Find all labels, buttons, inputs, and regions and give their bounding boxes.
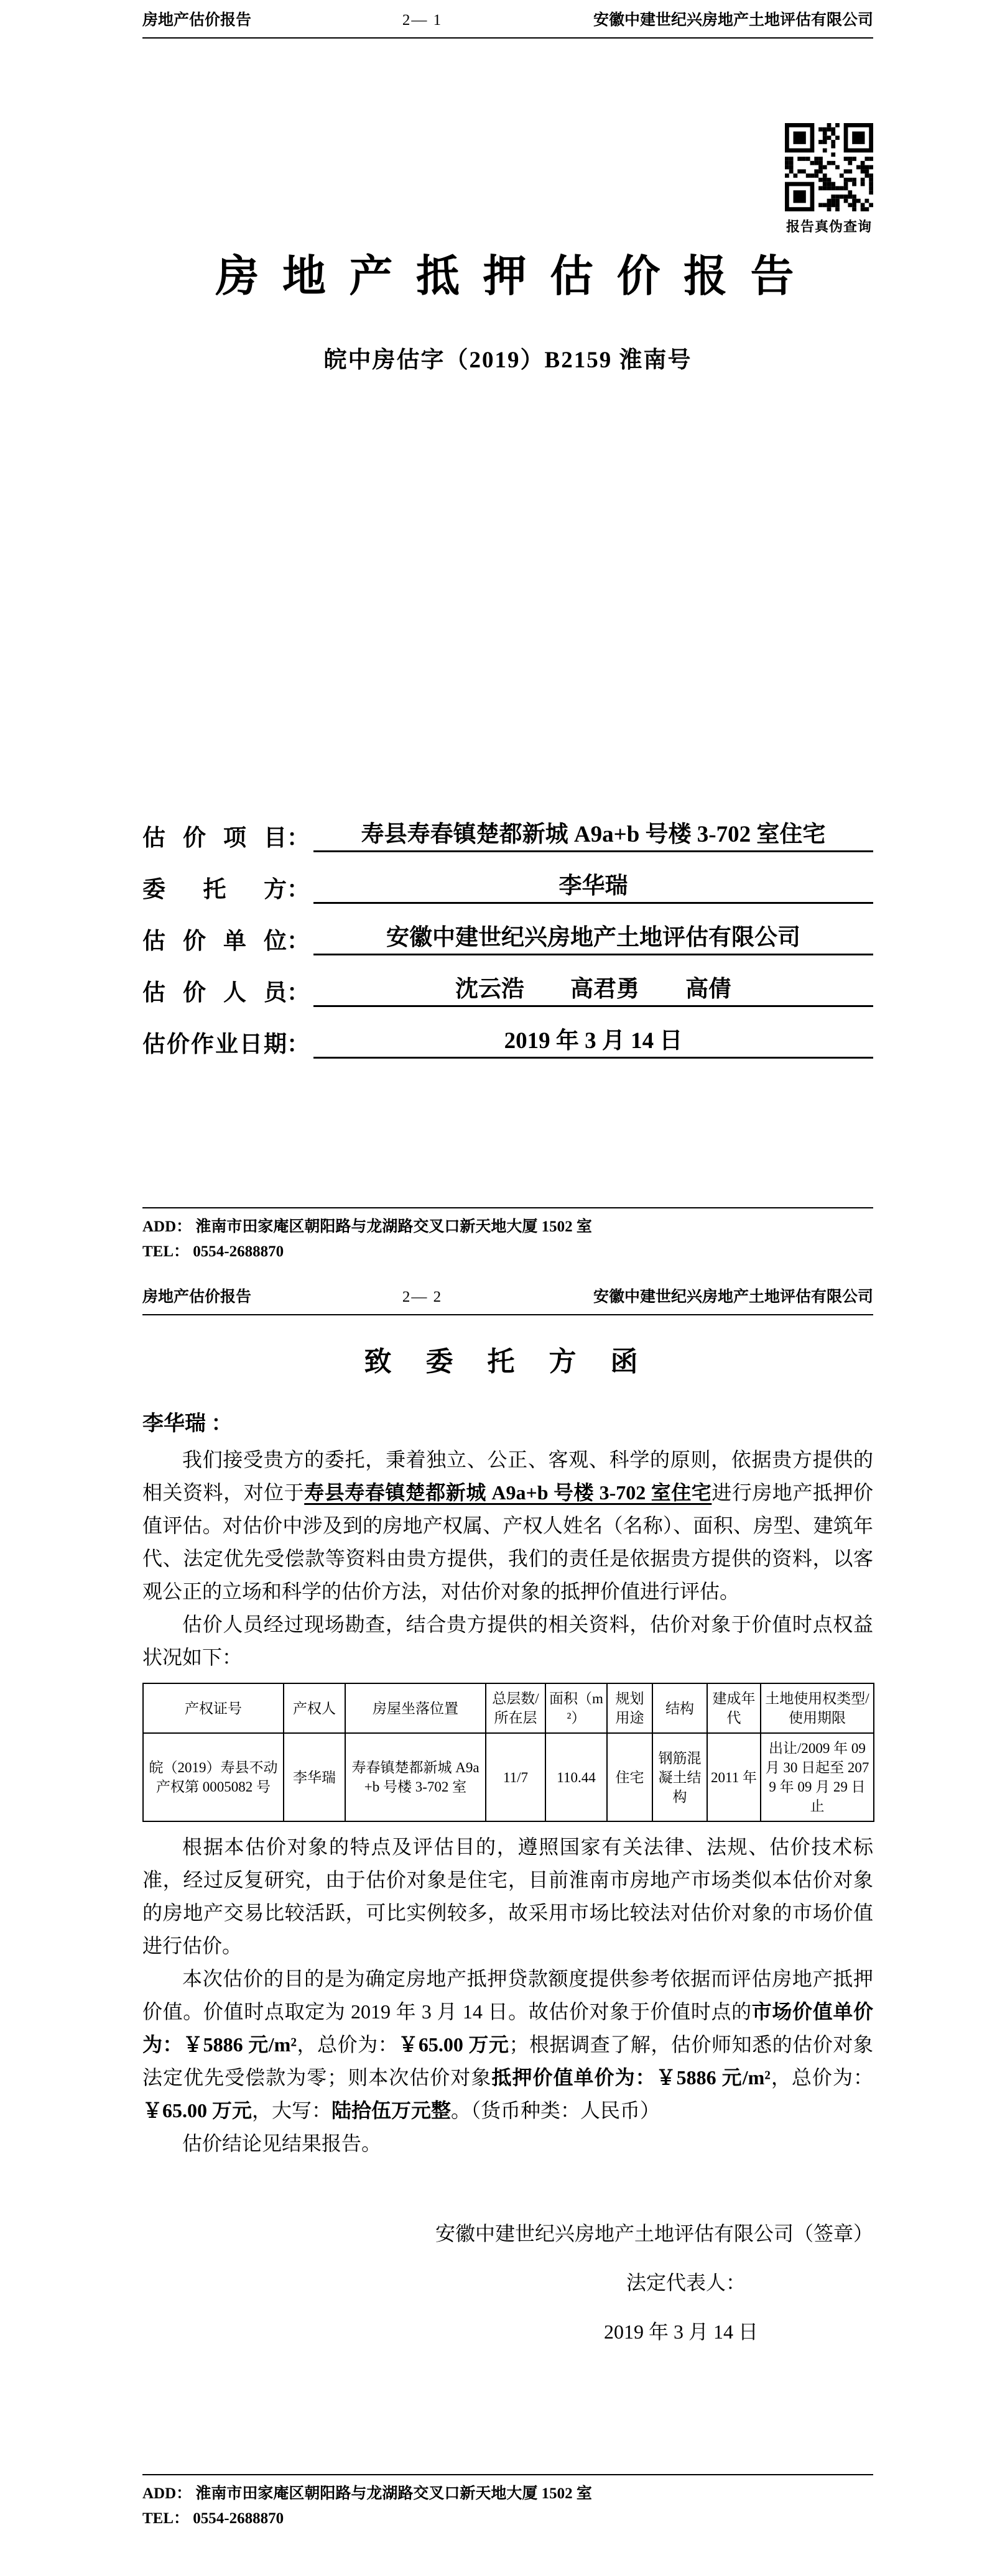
col-area: 面积（m²） (545, 1683, 607, 1733)
letter-title: 致 委 托 方 函 (364, 1346, 652, 1377)
page1-footer (142, 1207, 873, 1264)
paragraph-text: 我们接受贵方的委托，秉着独立、公正、客观、科学的原则，依据贵方提供的相关资料，对位于 (142, 1448, 873, 1504)
header-company-name: 安徽中建世纪兴房地产土地评估有限公司 (593, 12, 873, 29)
amount-in-words: 陆拾伍万元整 (331, 2099, 452, 2122)
paragraph-text: ，总价为： (770, 2066, 873, 2089)
field-row-project (142, 801, 873, 852)
field-row-client (142, 852, 873, 904)
field-row-agency (142, 904, 873, 955)
paragraph-text: 进行房地产抵押价值评估。对估价中涉及到的房地产权属、产权人姓名（名称）、面积、房型、建筑年代、法定优先受偿款等资料由贵方提供，我们的责任是依据贵方提供的资料，以客观公正的立场和科学的估价方法，对估价对象的抵押价值进行评估。 (142, 1481, 873, 1603)
page2-header (142, 1288, 873, 1315)
col-year-built: 建成年代 (707, 1683, 761, 1733)
letter-salutation: 李华瑞 ： (142, 1412, 233, 1435)
cell-area: 110.44 (545, 1733, 607, 1821)
col-cert-number: 产权证号 (143, 1683, 284, 1733)
field-value-appraisers: 沈云浩 高君勇 高倩 (313, 970, 873, 1007)
header-page-number: 2— 2 (402, 1289, 443, 1305)
field-colon: ： (287, 929, 310, 954)
table-header-row (143, 1683, 874, 1733)
col-planned-use: 规划用途 (607, 1683, 652, 1733)
footer-tel: TEL： 0554-2688870 (142, 1243, 284, 1260)
property-rights-table (142, 1683, 874, 1822)
cell-cert-number: 皖（2019）寿县不动产权第 0005082 号 (143, 1733, 284, 1821)
paragraph-text: ，大写： (252, 2099, 332, 2122)
field-colon: ： (287, 877, 310, 903)
header-doc-type: 房地产估价报告 (142, 12, 252, 29)
field-colon: ： (287, 1032, 310, 1057)
field-row-date (142, 1007, 873, 1059)
letter-paragraph-5: 估价结论见结果报告。 (182, 2132, 382, 2155)
report-doc-number: 皖中房估字（2019）B2159 淮南号 (323, 347, 692, 373)
letter-paragraph-2: 估价人员经过现场勘查，结合贵方提供的相关资料，估价对象于价值时点权益状况如下： (142, 1613, 873, 1668)
signature-company: 安徽中建世纪兴房地产土地评估有限公司（签章） (435, 2222, 873, 2245)
header-page-number: 2— 1 (402, 12, 443, 29)
cell-land-use-right: 出让/2009 年 09 月 30 日起至 2079 年 09 月 29 日止 (761, 1733, 874, 1821)
market-total-price: ￥65.00 万元 (398, 2033, 509, 2056)
field-label: 估价作业日期 (142, 1032, 287, 1057)
letter-paragraph-4 (142, 1962, 873, 2127)
footer-address: ADD： 淮南市田家庵区朝阳路与龙湖路交叉口新天地大厦 1502 室 (142, 1218, 592, 1235)
field-colon: ： (287, 980, 310, 1006)
property-name-highlight: 寿县寿春镇楚都新城 A9a+b 号楼 3-702 室住宅 (304, 1481, 712, 1504)
col-owner: 产权人 (284, 1683, 345, 1733)
cell-owner: 李华瑞 (284, 1733, 345, 1821)
field-label: 委托方 (142, 877, 287, 903)
page-2 (0, 1277, 987, 2576)
qr-block (785, 123, 873, 236)
signature-date: 2019 年 3 月 14 日 (603, 2321, 758, 2343)
field-label: 估价单位 (142, 929, 287, 954)
field-row-appraisers (142, 955, 873, 1007)
letter-paragraph-1 (142, 1443, 873, 1608)
field-value-client: 李华瑞 (313, 867, 873, 904)
col-structure: 结构 (652, 1683, 707, 1733)
header-company-name: 安徽中建世纪兴房地产土地评估有限公司 (593, 1289, 873, 1305)
header-doc-type: 房地产估价报告 (142, 1289, 252, 1305)
paragraph-text: 。（货币种类：人民币） (451, 2099, 660, 2122)
cell-structure: 钢筋混凝土结构 (652, 1733, 707, 1821)
paragraph-text: 本次估价的目的是为确定房地产抵押贷款额度提供参考依据而评估房地产抵押价值。价值时点取定为 2019 年 3 月 14 日。故估价对象于价值时点的 (142, 1967, 873, 2023)
table-row (143, 1733, 874, 1821)
page1-header (142, 11, 873, 39)
paragraph-text: ；根据调查了解，估价师知悉的估价对象法定优先受偿款为零；则本次估价对象 (142, 2033, 873, 2089)
cell-planned-use: 住宅 (607, 1733, 652, 1821)
cell-year-built: 2011 年 (707, 1733, 761, 1821)
page2-footer (142, 2474, 873, 2531)
mortgage-unit-price: 抵押价值单价为：￥5886 元/m² (491, 2066, 771, 2089)
letter-paragraph-3: 根据本估价对象的特点及评估目的，遵照国家有关法律、法规、估价技术标准，经过反复研究，由于估价对象是住宅，目前淮南市房地产市场类似本估价对象的房地产交易比较活跃，可比实例较多，故采用市场比较法对估价对象的市场价值进行估价。 (142, 1836, 873, 1957)
field-value-project: 寿县寿春镇楚都新城 A9a+b 号楼 3-702 室住宅 (313, 815, 873, 852)
report-title: 房 地 产 抵 押 估 价 报 告 (215, 253, 800, 301)
signature-legal-rep: 法定代表人： (626, 2271, 746, 2294)
qr-caption: 报告真伪查询 (785, 219, 872, 234)
field-colon: ： (287, 826, 310, 851)
field-label: 估价项目 (142, 826, 287, 851)
field-value-date: 2019 年 3 月 14 日 (313, 1021, 873, 1059)
cell-location: 寿春镇楚都新城 A9a+b 号楼 3-702 室 (345, 1733, 486, 1821)
mortgage-total-price: ￥65.00 万元 (142, 2099, 253, 2122)
cell-floors: 11/7 (486, 1733, 545, 1821)
footer-address: ADD： 淮南市田家庵区朝阳路与龙湖路交叉口新天地大厦 1502 室 (142, 2485, 592, 2502)
qr-code-icon (785, 123, 873, 211)
col-location: 房屋坐落位置 (345, 1683, 486, 1733)
paragraph-text: ，总价为： (296, 2033, 399, 2056)
field-label: 估价人员 (142, 980, 287, 1006)
col-floors: 总层数/所在层 (486, 1683, 545, 1733)
col-land-use-right: 土地使用权类型/使用期限 (761, 1683, 874, 1733)
letter-body (142, 1443, 873, 2348)
page-1 (0, 0, 987, 1277)
market-unit-price: 市场价值单价为：￥5886 元/m² (142, 2000, 873, 2056)
field-value-agency: 安徽中建世纪兴房地产土地评估有限公司 (313, 918, 873, 955)
footer-tel: TEL： 0554-2688870 (142, 2510, 284, 2527)
cover-fields (142, 801, 873, 1059)
